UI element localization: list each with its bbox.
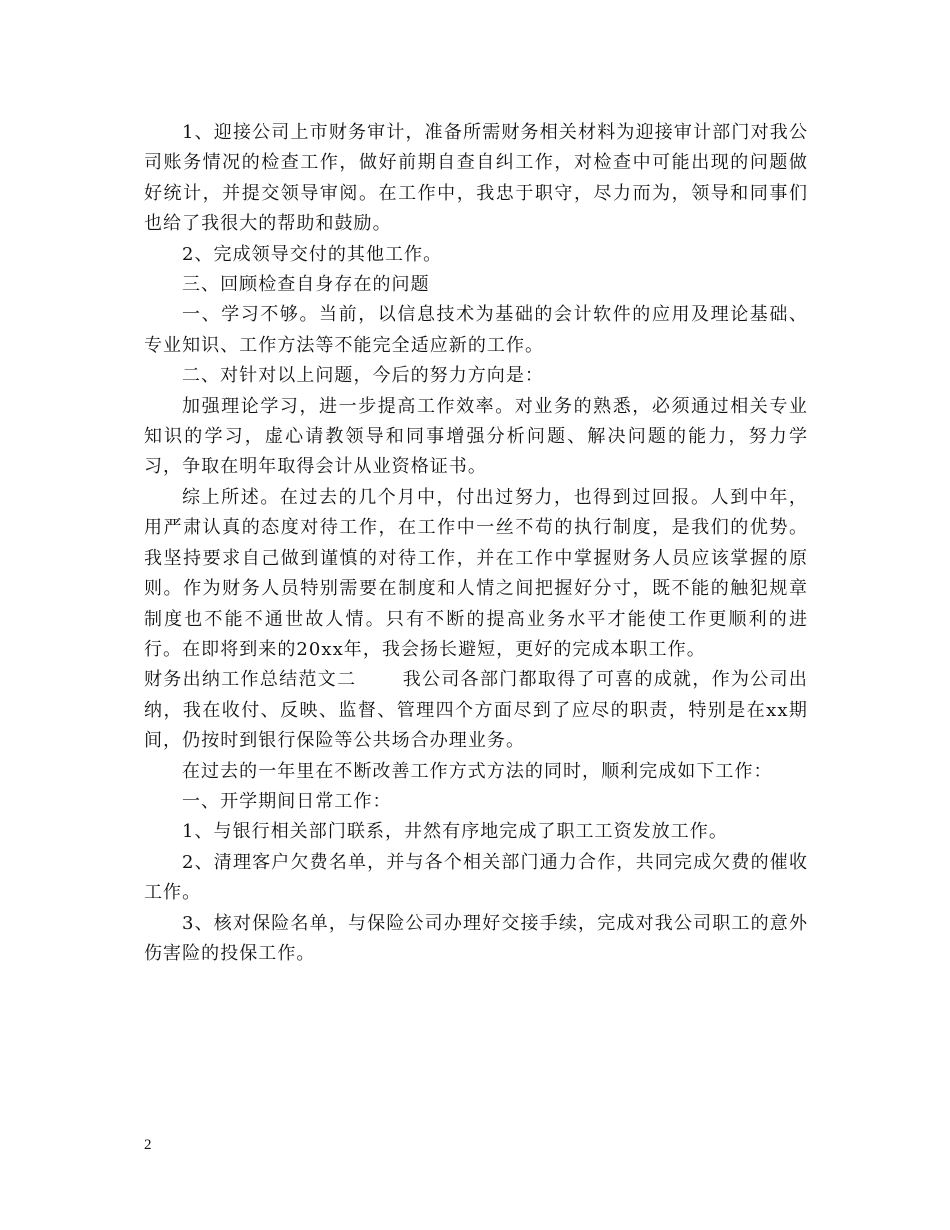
heading-daily-work: 一、开学期间日常工作： bbox=[182, 790, 392, 812]
paragraph-conclusion: 综上所述。在过去的几个月中，付出过努力，也得到过回报。人到中年，用严肃认真的态度对待工作，在工作中一丝不苟的执行制度，是我们的优势。我坚持要求自己做到谨慎的对待工作，并在工作中掌握财务人员应该掌握的原则。作为财务人员特别需要在制度和人情之间把握好分寸，既不能的触犯规章制度也不能不通世故人情。只有不断的提高业务水平才能使工作更顺利的进行。在即将到来的20xx年，我会扬长避短，更好的完成本职工作。 bbox=[144, 486, 808, 660]
section-two-opening bbox=[144, 665, 808, 756]
paragraph-strengthen-learning: 加强理论学习，进一步提高工作效率。对业务的熟悉，必须通过相关专业知识的学习，虚心请教领导和同事增强分析问题、解决问题的能力，努力学习，争取在明年取得会计从业资格证书。 bbox=[144, 395, 808, 478]
paragraph-audit: 1、迎接公司上市财务审计，准备所需财务相关材料为迎接审计部门对我公司账务情况的检查工作，做好前期自查自纠工作，对检查中可能出现的问题做好统计，并提交领导审阅。在工作中，我忠于职守，尽力而为，领导和同事们也给了我很大的帮助和鼓励。 bbox=[144, 122, 808, 235]
paragraph-other-work: 2、完成领导交付的其他工作。 bbox=[182, 243, 443, 265]
paragraph-arrears: 2、清理客户欠费名单，并与各个相关部门通力合作，共同完成欠费的催收工作。 bbox=[144, 851, 808, 904]
heading-review-problems: 三、回顾检查自身存在的问题 bbox=[182, 274, 430, 296]
paragraph-insurance: 3、核对保险名单，与保险公司办理好交接手续，完成对我公司职工的意外伤害险的投保工作。 bbox=[144, 912, 808, 964]
paragraph-payroll: 1、与银行相关部门联系，井然有序地完成了职工工资发放工作。 bbox=[182, 821, 728, 843]
paragraph-insufficient-study: 一、学习不够。当前，以信息技术为基础的会计软件的应用及理论基础、专业知识、工作方法等不能完全适应新的工作。 bbox=[144, 304, 808, 356]
paragraph-past-year: 在过去的一年里在不断改善工作方式方法的同时，顺利完成如下工作： bbox=[182, 760, 773, 782]
section-intro: 我公司各部门都取得了可喜的成就，作为公司出纳，我在收付、反映、监督、管理四个方面尽到了应尽的职责，特别是在xx期间，仍按时到银行保险等公共场合办理业务。 bbox=[144, 669, 808, 752]
page-number: 2 bbox=[144, 1137, 152, 1153]
section-heading: 财务出纳工作总结范文二 bbox=[144, 669, 357, 691]
document-body bbox=[144, 118, 808, 969]
paragraph-improvement-direction: 二、对针对以上问题，今后的努力方向是： bbox=[182, 365, 544, 387]
